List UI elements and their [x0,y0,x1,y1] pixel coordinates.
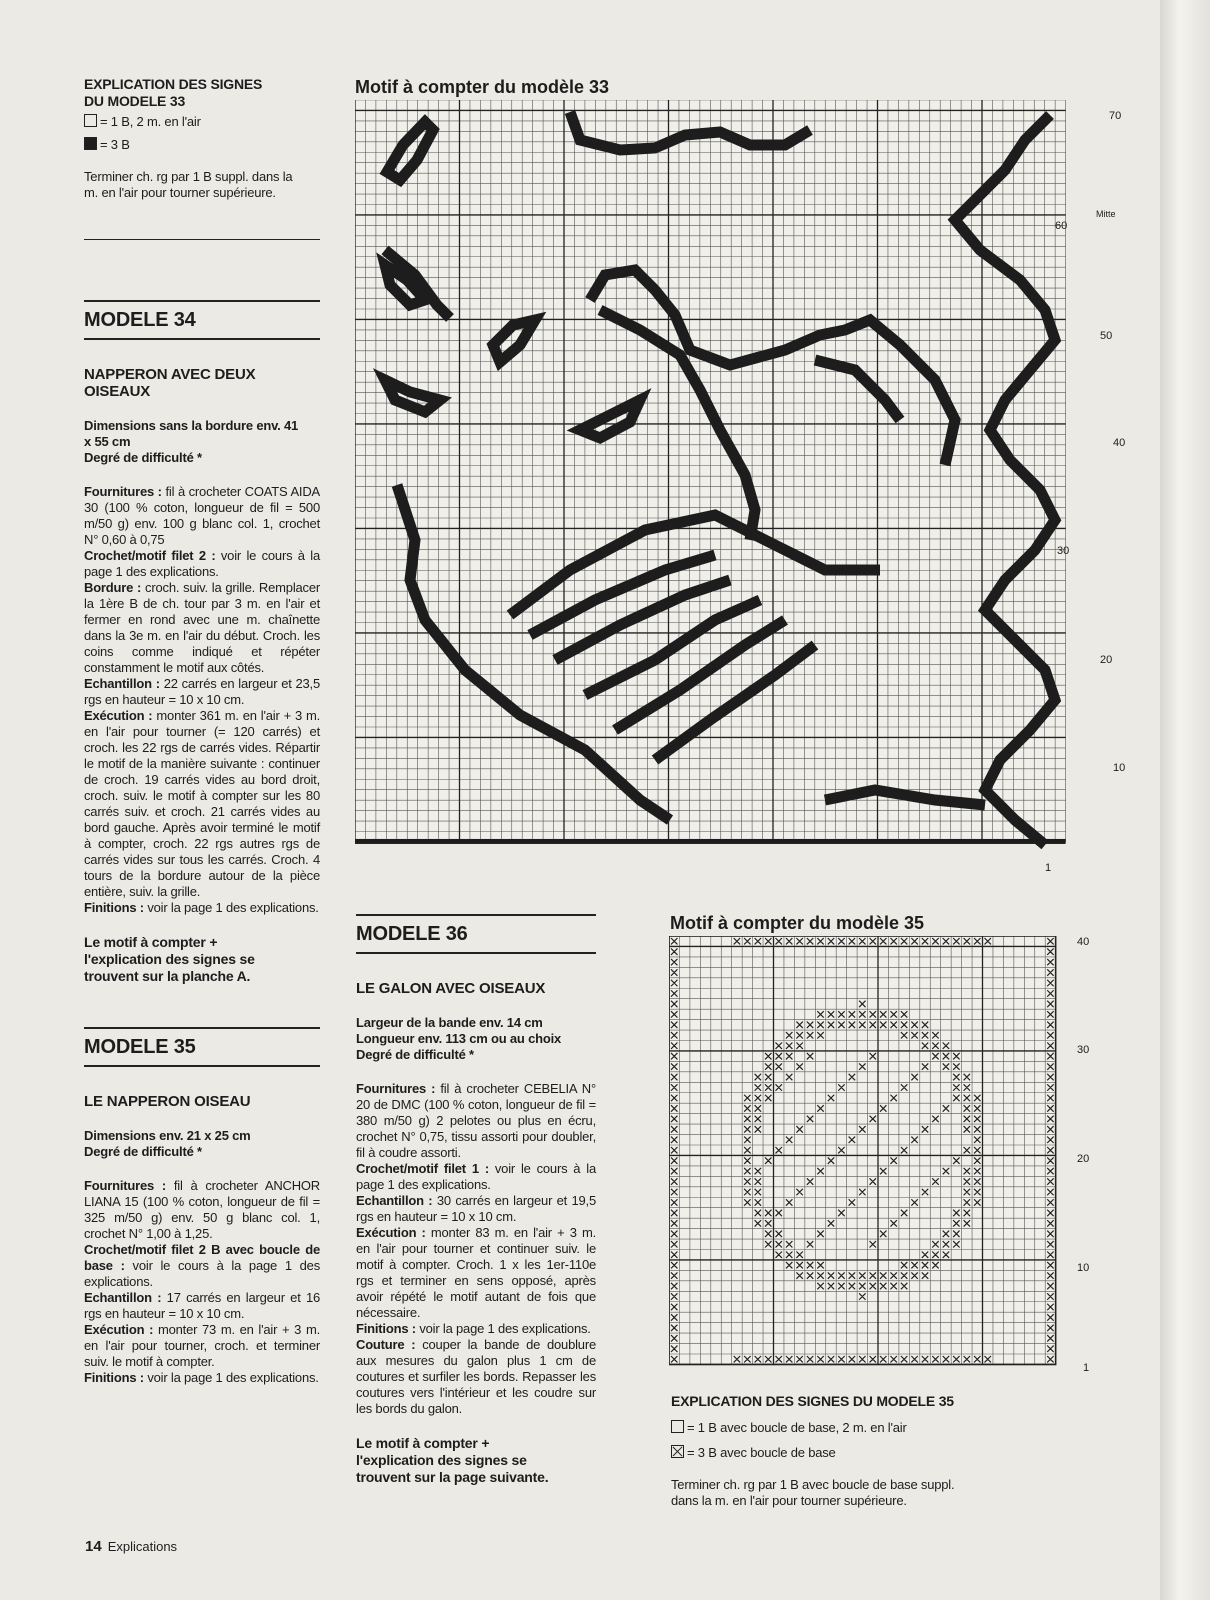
model36-para [356,1337,596,1417]
grid-background [669,936,1056,1364]
chart33-bottom-border [355,839,1066,844]
para-label: Exécution : [84,708,153,723]
legend33-symbol-filled [84,137,320,153]
legend35-note-line1: Terminer ch. rg par 1 B avec boucle de base suppl. [671,1477,955,1492]
para-label: Couture : [356,1337,416,1352]
para-text: 30 carrés en largeur et 19,5 rgs en hauteur = 10 x 10 cm. [356,1193,596,1224]
model34-para [84,548,320,580]
footer-section: Explications [107,1539,178,1554]
para-text: couper la bande de doublure aux mesures du galon plus 1 cm de coutures et surfiler les bords. Repasser les coutures vers l'intérieur et les coudre sur les bords du galon. [356,1337,596,1416]
model36-para [356,1193,596,1225]
legend35-sym2-text: = 3 B avec boucle de base [687,1445,836,1460]
para-text: fil à crocheter ANCHOR LIANA 15 (100 % coton, longueur de fil = 325 m/50 g) env. 50 g blanc col. 1, crochet N° 1,00 à 1,25. [84,1178,320,1241]
legend35 [671,1393,1091,1509]
model35-para [84,1242,320,1290]
model36-column [356,914,596,1486]
model35-para [84,1322,320,1370]
model36-dims-line2: Longueur env. 113 cm ou au choix [356,1031,562,1046]
para-label: Fournitures : [84,1178,166,1193]
legend35-sym1-text: = 1 B avec boucle de base, 2 m. en l'air [687,1420,907,1435]
legend33-title-line2: DU MODELE 33 [84,93,186,109]
chart33-row-label: 10 [1113,762,1126,774]
empty-square-icon [84,114,97,127]
legend33-sym2-text: = 3 B [100,137,130,152]
model34-body [84,484,320,916]
chart35-grid [669,936,1065,1372]
model35-body [84,1178,320,1386]
legend33-symbol-empty [84,114,320,130]
model36-heading: MODELE 36 [356,914,596,954]
model34-title-line1: NAPPERON AVEC DEUX [84,366,256,383]
page-footer [85,1538,177,1555]
model34-ref-line2: l'explication des signes se [84,951,255,967]
model35-dimensions [84,1128,320,1160]
para-label: Exécution : [356,1225,426,1240]
model35-difficulty: Degré de difficulté * [84,1144,202,1159]
chart33-grid [355,100,1085,878]
model34-reference [84,934,320,985]
chart35-row-label: 10 [1077,1262,1090,1274]
model34-para [84,484,320,548]
model34-difficulty: Degré de difficulté * [84,450,202,465]
para-text: fil à crocheter CEBELIA N° 20 de DMC (100 % coton, longueur de fil = 380 m/50 g) 2 pelotes ou plus en écru, crochet N° 0,75, tissu assorti pour doubler, fil à coudre assorti. [356,1081,596,1160]
model34-dims-line1: Dimensions sans la bordure env. 41 [84,418,299,433]
chart33-row-label: 60 [1055,220,1068,232]
chart33-title: Motif à compter du modèle 33 [355,77,610,97]
para-text: voir le cours à la page 1 des explications. [84,548,320,579]
para-text: monter 83 m. en l'air + 3 m. en l'air pour tourner et continuer suiv. le motif à compter. Croch. 1 x les 1er-110e rgs et terminer en sens opposé, après avoir répété le motif autant de fois que nécessaire. [356,1225,597,1320]
model34-dimensions [84,418,320,466]
para-text: fil à crocheter COATS AIDA 30 (100 % coton, longueur de fil = 500 m/50 g) env. 100 g blanc col. 1, crochet N° 0,60 à 0,75 [84,484,320,547]
para-text: voir le cours à la page 1 des explications. [84,1258,321,1289]
model34-para [84,676,320,708]
para-label: Fournitures : [84,484,162,499]
model36-ref-line2: l'explication des signes se [356,1452,527,1468]
empty-square-icon [671,1420,684,1433]
model35-heading: MODELE 35 [84,1027,320,1067]
model36-title: LE GALON AVEC OISEAUX [356,980,546,997]
model36-para [356,1081,596,1161]
model36-para [356,1161,596,1193]
model36-para [356,1225,596,1321]
para-label: Finitions : [356,1321,416,1336]
model36-body [356,1081,596,1417]
para-text: voir la page 1 des explications. [143,900,319,915]
model34-para [84,900,320,916]
legend35-symbol-empty [671,1420,1091,1436]
para-label: Exécution : [84,1322,154,1337]
legend33-note-line1: Terminer ch. rg par 1 B suppl. dans la [84,169,293,184]
para-label: Bordure : [84,580,142,595]
chart33-row-label: 20 [1100,654,1113,666]
model34-dims-line2: x 55 cm [84,434,131,449]
model36-ref-line3: trouvent sur la page suivante. [356,1469,549,1485]
crossed-square-icon [671,1445,684,1458]
legend35-title: EXPLICATION DES SIGNES DU MODELE 35 [671,1393,954,1409]
para-text: monter 73 m. en l'air + 3 m. en l'air pour tourner, croch. et terminer suiv. le motif à compter. [84,1322,320,1369]
model36-para [356,1321,596,1337]
para-label: Crochet/motif filet 2 : [84,548,216,563]
model34-para [84,580,320,676]
para-text: 17 carrés en largeur et 16 rgs en hauteur = 10 x 10 cm. [84,1290,321,1321]
divider [84,239,320,240]
model34-title-line2: OISEAUX [84,383,151,400]
model34-para [84,708,320,900]
chart35-row-label: 20 [1077,1153,1090,1165]
para-label: Echantillon : [84,1290,162,1305]
chart35-row-label: 30 [1077,1044,1090,1056]
model35-dims: Dimensions env. 21 x 25 cm [84,1128,251,1143]
chart33-row-label: 1 [1045,862,1052,874]
model36-difficulty: Degré de difficulté * [356,1047,474,1062]
model36-ref-line1: Le motif à compter + [356,1435,490,1451]
para-text: monter 361 m. en l'air + 3 m. en l'air pour tourner (= 120 carrés) et croch. les 22 rgs de carrés vides. Répartir le motif de la manière suivante : continuer de croch. 19 carrés vides au bord droit, croch. suiv. le motif à compter sur les 80 carrés suiv. et croch. 21 carrés vides au bord gauche. Après avoir terminé le motif à compter, croch. 22 rgs autres rgs de carrés vides sur tous les carrés. Croch. 4 tours de la bordure autour de la pièce entière, suiv. la grille. [84,708,320,899]
model36-reference [356,1435,596,1486]
model34-ref-line1: Le motif à compter + [84,934,218,950]
chart33-row-label: 40 [1113,437,1126,449]
para-text: voir le cours à la page 1 des explications. [356,1161,596,1192]
filled-square-icon [84,137,97,150]
legend35-note-line2: dans la m. en l'air pour tourner supérieure. [671,1493,907,1508]
model34-heading: MODELE 34 [84,300,320,340]
page-number: 14 [85,1538,102,1555]
legend35-symbol-cross [671,1445,1091,1461]
legend33-sym1-text: = 1 B, 2 m. en l'air [100,114,201,129]
chart35-row-label: 1 [1083,1362,1090,1374]
model35-title: LE NAPPERON OISEAU [84,1093,251,1110]
chart35-title: Motif à compter du modèle 35 [670,913,925,933]
para-label: Finitions : [84,1370,144,1385]
para-label: Crochet/motif filet 1 : [356,1161,489,1176]
chart33-mitte-label: Mitte [1096,209,1116,219]
model36-dims-line1: Largeur de la bande env. 14 cm [356,1015,543,1030]
legend33-note-line2: m. en l'air pour tourner supérieure. [84,185,276,200]
legend33-title-line1: EXPLICATION DES SIGNES [84,76,263,92]
para-text: 22 carrés en largeur et 23,5 rgs en hauteur = 10 x 10 cm. [84,676,320,707]
para-label: Fournitures : [356,1081,436,1096]
chart33-row-label: 30 [1057,545,1070,557]
page-spine [1160,0,1210,1600]
para-label: Crochet/motif filet 2 B avec boucle de base : [84,1242,320,1273]
model35-para [84,1370,320,1386]
model34-ref-line3: trouvent sur la planche A. [84,968,251,984]
para-label: Finitions : [84,900,144,915]
chart35-row-label: 40 [1077,936,1090,948]
model34-title [84,366,320,400]
para-label: Echantillon : [356,1193,433,1208]
chart33-row-label: 50 [1100,330,1113,342]
para-text: voir la page 1 des explications. [143,1370,319,1385]
para-label: Echantillon : [84,676,160,691]
para-text: voir la page 1 des explications. [415,1321,591,1336]
legend33-title [84,76,320,110]
para-text: croch. suiv. la grille. Remplacer la 1ère B de ch. tour par 3 m. en l'air et fermer en rond avec une m. chaînette dans la 3e m. en l'air du début. Croch. les coins comme indiqué et répéter constamment le motif aux côtés. [84,580,320,675]
chart33-row-label: 70 [1109,110,1122,122]
left-column [84,76,320,1386]
model35-para [84,1290,320,1322]
model35-para [84,1178,320,1242]
legend33-note [84,169,320,201]
model36-dimensions [356,1015,596,1063]
